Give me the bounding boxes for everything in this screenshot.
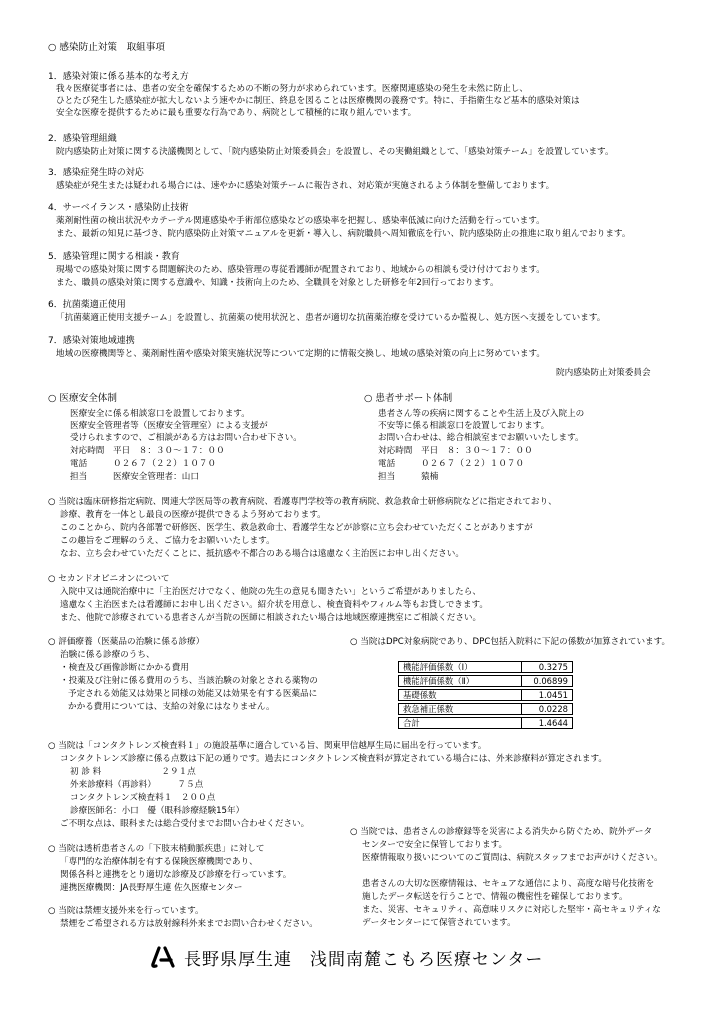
dpc-row-value: 1.4644 [521, 717, 573, 729]
dialysis-line3: 関係各科と連携をとり適切な診療及び診療を行っています。 [60, 870, 292, 880]
support-contact: 担当 猿楠 [378, 472, 439, 482]
infection-title: ○ 感染防止対策 取組事項 [48, 42, 165, 53]
safety-line1: 医療安全に係る相談窓口を設置しております。 [70, 409, 250, 419]
infection-s1-line3: 安全な医療を提供するために最も重要な行為であり、病院として積極的に取り組んでいます。 [56, 108, 417, 118]
second-opinion-title: ○ セカンドオピニオンについて [48, 574, 170, 584]
training-line4: この趣旨をご理解のうえ、ご協力をお願いいたします。 [60, 536, 275, 546]
training-line2: 診療、教育を一体とし最良の医療が提供できるよう努めております。 [60, 510, 326, 520]
safety-phone: 電話 ０２６７（２２）１０７０ [70, 459, 217, 469]
infection-s5-line1: 現場での感染対策に関する問題解決のため、感染管理の専従看護師が配置されており、地域からの相談も受け付けております。 [56, 265, 545, 275]
backup-line4: 患者さんの大切な医療情報は、セキュアな通信により、高度な暗号化技術を [362, 879, 655, 889]
dpc-row-label: 合計 [398, 717, 522, 729]
support-line1: 患者さん等の疾病に関することや生活上及び入院上の [378, 409, 585, 419]
dpc-title: ○ 当院はDPC対象病院であり、DPC包括入院料に下記の係数が加算されています。 [350, 637, 671, 647]
infection-s7-line1: 地域の医療機関等と、薬剤耐性菌や感染対策実施状況等について定期的に情報交換し、地域の感染対策の向上に努めています。 [56, 349, 545, 359]
training-line5: なお、立ち会わせていただくことに、抵抗感や不都合のある場合は遠慮なく主治医にお申し出ください。 [60, 549, 464, 559]
training-line3: このことから、院内各部署で研修医、医学生、救急救命士、看護学生などが診察に立ち会わせていただくことがありますが [60, 523, 533, 533]
infection-s1-line1: 我々医療従事者には、患者の安全を確保するための不断の努力が求められています。医療関連感染の発生を未然に防止し、 [56, 84, 528, 94]
ja-logo-icon [150, 946, 176, 968]
infection-signature: 院内感染防止対策委員会 [556, 368, 651, 378]
backup-line1: ○ 当院では、患者さんの診療録等を災害による消失から防ぐため、院外データ [350, 827, 653, 837]
smoking-line1: ○ 当院は禁煙支援外来を行っています。 [48, 906, 204, 916]
support-line3: お問い合わせは、総合相談室までお願いいたします。 [378, 433, 584, 443]
contact-lens-line4: 外来診療料（再診料） ７５点 [70, 780, 204, 790]
infection-s4-line2: また、最新の知見に基づき、院内感染防止対策マニュアルを更新・導入し、病院職員へ周知徹底を行い、院内感染防止の推進に取り組んでおります。 [56, 229, 631, 239]
backup-line7: データセンターにて保管されています。 [362, 918, 516, 928]
dpc-row-value: 1.0451 [521, 689, 573, 701]
infection-s5-line2: また、職員の感染対策に関する意識や、知識・技術向上のため、全職員を対象とした研修を年2回行っております。 [56, 278, 499, 288]
support-line2: 不安等に係る相談窓口を設置しております。 [378, 421, 550, 431]
support-hours: 対応時間 平日 ８：３０～１７：００ [378, 446, 533, 456]
second-opinion-line2: 遠慮なく主治医または看護師にお申し出ください。紹介状を用意し、検査資料やフィルム等もお貸しできます。 [60, 600, 488, 610]
dialysis-line2: 「専門的な治療体制を有する保険医療機関であり、 [60, 857, 258, 867]
dialysis-line1: ○ 当院は透析患者さんの「下肢末梢動脈疾患」に対して [48, 844, 265, 854]
infection-s6-head: 6．抗菌薬適正使用 [48, 300, 126, 310]
smoking-line2: 禁煙をご希望される方は放射線科外来までお問い合わせください。 [60, 919, 318, 929]
safety-line3: 受けられますので、ご相談がある方はお問い合わせ下さい。 [70, 433, 302, 443]
infection-s3-head: 3．感染症発生時の対応 [48, 168, 144, 178]
support-title: ○ 患者サポート体制 [364, 393, 453, 404]
dpc-row-label: 機能評価係数（Ⅰ） [398, 661, 522, 673]
infection-s7-head: 7．感染対策地域連携 [48, 336, 135, 346]
footer [150, 944, 543, 970]
footer-org-name: 長野県厚生連 浅間南麓こもろ医療センター [184, 949, 544, 970]
contact-lens-line3: 初 診 料 ２９１点 [70, 767, 196, 777]
training-line1: ○ 当院は臨床研修指定病院、関連大学医局等の教育病院、看護専門学校等の教育病院、救急救命士研修病院などに指定されており、 [48, 497, 557, 507]
dpc-row-label: 救急補正係数 [398, 703, 522, 715]
dpc-row-value: 0.3275 [521, 661, 573, 673]
contact-lens-line2: コンタクトレンズ診療に係る点数は下記の通りです。過去にコンタクトレンズ検査料が算定されている場合には、外来診療料が算定されます。 [60, 754, 607, 764]
evaluation-line4: 予定される効能又は効果と同様の効能又は効果を有する医薬品に [68, 689, 318, 699]
safety-hours: 対応時間 平日 ８：３０～１７：００ [70, 446, 225, 456]
infection-s6-line1: 「抗菌薬適正使用支援チーム」を設置し、抗菌薬の使用状況と、患者が適切な抗菌薬治療を受けているか監視し、処方医へ支援をしています。 [56, 313, 606, 323]
second-opinion-line3: また、他院で診療されている患者さんが当院の医師に相談されたい場合は地域医療連携室にご相談ください。 [60, 613, 482, 623]
infection-s3-line1: 感染症が発生または疑われる場合には、速やかに感染対策チームに報告され、対応策が実施されるよう体制を整備しております。 [56, 181, 555, 191]
evaluation-line1: 治験に係る診療のうち、 [60, 650, 155, 660]
evaluation-line5: かかる費用については、支給の対象にはなりません。 [68, 702, 275, 712]
evaluation-line3: ・投薬及び注射に係る費用のうち、当該治験の対象とされる薬物の [60, 676, 318, 686]
infection-s4-head: 4．サーベイランス・感染防止技術 [48, 203, 189, 213]
dpc-row-value: 0.0228 [521, 703, 573, 715]
backup-line5: 施したデータ転送を行うことで、情報の機密性を確保しております。 [362, 892, 628, 902]
backup-line3: 医療情報取り扱いについてのご質問は、病院スタッフまでお声がけください。 [362, 853, 663, 863]
infection-s1-line2: ひとたび発生した感染症が拡大しないよう速やかに制圧、終息を図ることは医療機関の義務です。特に、手指衛生など基本的感染対策は [56, 96, 580, 106]
safety-title: ○ 医療安全体制 [48, 393, 117, 404]
evaluation-title: ○ 評価療養（医薬品の治験に係る診療） [48, 637, 205, 647]
dpc-row-label: 基礎係数 [398, 689, 522, 701]
dpc-row-value: 0.06899 [521, 675, 573, 687]
infection-s5-head: 5．感染管理に関する相談・教育 [48, 252, 180, 262]
dialysis-line4: 連携医療機関：JA長野厚生連 佐久医療センター [60, 883, 243, 893]
contact-lens-line7: ご不明な点は、眼科または総合受付までお問い合わせください。 [60, 819, 310, 829]
infection-s1-head: 1．感染対策に係る基本的な考え方 [48, 72, 189, 82]
safety-line2: 医療安全管理者等（医療安全管理室）による支援が [70, 421, 268, 431]
backup-line2: センターで安全に保管しております。 [362, 840, 508, 850]
support-phone: 電話 ０２６７（２２）１０７０ [378, 459, 525, 469]
backup-line6: また、災害、セキュリティ、高意味リスクに対応した堅牢・高セキュリティな [362, 905, 661, 915]
dpc-row-label: 機能評価係数（Ⅱ） [398, 675, 522, 687]
safety-contact: 担当 医療安全管理者：山口 [70, 472, 199, 482]
second-opinion-line1: 入院中又は通院治療中に「主治医だけでなく、他院の先生の意見も聞きたい」というご希望がありましたら、 [60, 587, 481, 597]
evaluation-line2: ・検査及び画像診断にかかる費用 [60, 663, 189, 673]
infection-s2-head: 2．感染管理組織 [48, 134, 117, 144]
contact-lens-line6: 診療医師名：小口 優（眼科診療経験15年） [70, 806, 245, 816]
infection-s4-line1: 薬剤耐性菌の検出状況やカテーテル関連感染や手術部位感染などの感染率を把握し、感染率低減に向けた活動を行っています。 [56, 216, 545, 226]
infection-s2-line1: 院内感染防止対策に関する決議機関として、「院内感染防止対策委員会」を設置し、その実働組織として、「感染対策チーム」を設置しています。 [56, 147, 614, 157]
contact-lens-line5: コンタクトレンズ検査料１ ２００点 [70, 793, 216, 803]
contact-lens-line1: ○ 当院は「コンタクトレンズ検査料１」の施設基準に適合している旨、関東甲信越厚生局に届出を行っています。 [48, 741, 487, 751]
